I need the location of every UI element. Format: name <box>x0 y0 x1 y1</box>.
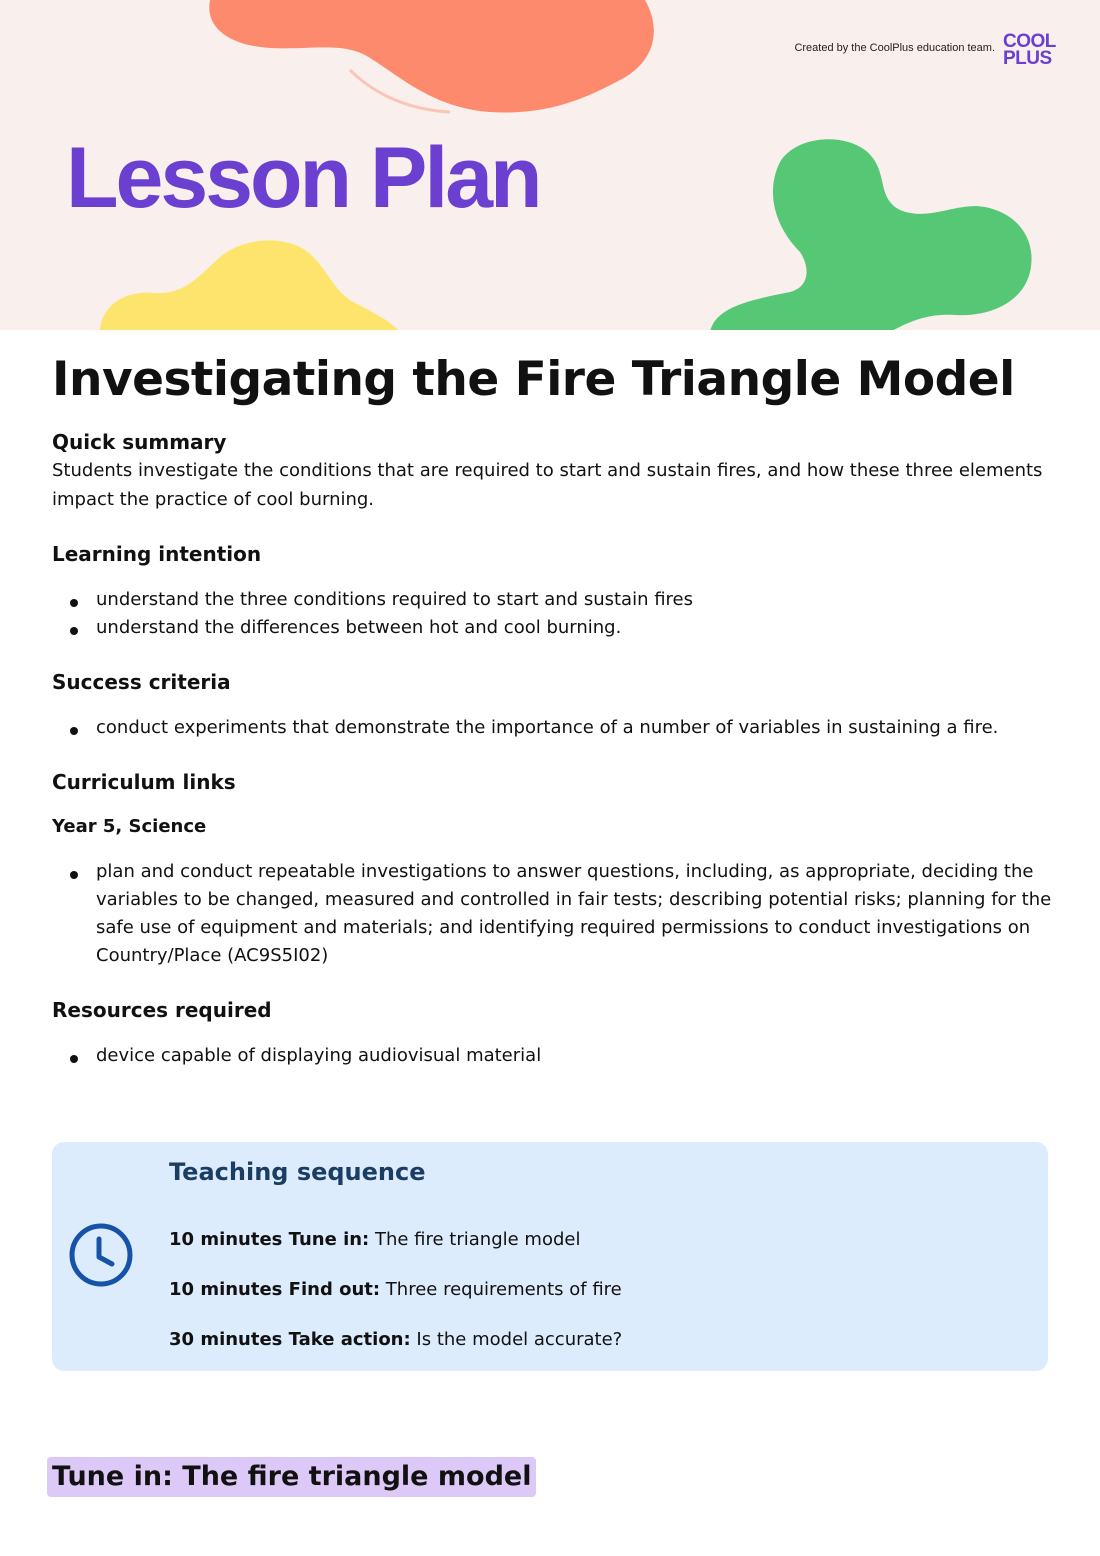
main-content <box>52 350 1052 1070</box>
bullet-icon <box>70 627 78 635</box>
hero-title: Lesson Plan <box>66 130 540 226</box>
logo-line-2: PLUS <box>1003 48 1052 69</box>
sequence-row-text: The fire triangle model <box>369 1229 581 1250</box>
sequence-row <box>169 1226 622 1254</box>
green-paint-blob <box>705 132 1040 330</box>
sequence-row-label: 30 minutes Take action: <box>169 1329 411 1350</box>
list-item-text: understand the three conditions required to start and sustain fires <box>96 589 694 610</box>
tune-in-heading: Tune in: The fire triangle model <box>47 1457 536 1497</box>
success-criteria-list <box>52 714 1052 742</box>
sequence-row-label: 10 minutes Find out: <box>169 1279 381 1300</box>
sequence-row <box>169 1326 622 1354</box>
resources-required-list <box>52 1042 1052 1070</box>
success-criteria-heading: Success criteria <box>52 670 231 694</box>
list-item <box>52 614 1052 642</box>
list-item <box>52 586 1052 614</box>
teaching-sequence-heading: Teaching sequence <box>169 1158 426 1186</box>
list-item <box>52 714 1052 742</box>
sequence-row-text: Three requirements of fire <box>380 1279 622 1300</box>
sequence-row <box>169 1276 622 1304</box>
learning-intention-heading: Learning intention <box>52 542 262 566</box>
orange-paint-blob <box>200 0 660 120</box>
resources-required-heading: Resources required <box>52 998 272 1022</box>
list-item-text: conduct experiments that demonstrate the importance of a number of variables in sustaining a fire. <box>96 717 999 738</box>
quick-summary-text: Students investigate the conditions that are required to start and sustain fires, and how these three elements impact the practice of cool burning. <box>52 460 1043 510</box>
curriculum-links-list <box>52 858 1052 970</box>
list-item <box>52 1042 1052 1070</box>
hero-banner <box>0 0 1100 330</box>
list-item-text: plan and conduct repeatable investigations to answer questions, including, as appropriate, deciding the variables to be changed, measured and controlled in fair tests; describing potential risks; planning for the safe use of equipment and materials; and identifying required permissions to conduct investigations on Country/Place (AC9S5I02) <box>96 861 1052 966</box>
bullet-icon <box>70 1055 78 1063</box>
bullet-icon <box>70 727 78 735</box>
list-item <box>52 858 1052 970</box>
teaching-sequence-list <box>169 1226 622 1376</box>
sequence-row-text: Is the model accurate? <box>410 1329 623 1350</box>
curriculum-links-heading: Curriculum links <box>52 770 236 794</box>
curriculum-subheading: Year 5, Science <box>52 816 207 837</box>
list-item-text: device capable of displaying audiovisual material <box>96 1045 542 1066</box>
list-item-text: understand the differences between hot and cool burning. <box>96 617 622 638</box>
bullet-icon <box>70 599 78 607</box>
document-title: Investigating the Fire Triangle Model <box>52 352 1015 407</box>
bullet-icon <box>70 871 78 879</box>
clock-icon <box>68 1222 134 1288</box>
coolplus-logo <box>1003 33 1067 67</box>
quick-summary-heading: Quick summary <box>52 430 227 454</box>
logo-line-1: COOL <box>1003 31 1056 52</box>
teaching-sequence-panel <box>52 1142 1048 1371</box>
learning-intention-list <box>52 586 1052 642</box>
credit-text: Created by the CoolPlus education team. <box>794 42 995 54</box>
sequence-row-label: 10 minutes Tune in: <box>169 1229 370 1250</box>
yellow-paint-blob <box>100 235 400 330</box>
